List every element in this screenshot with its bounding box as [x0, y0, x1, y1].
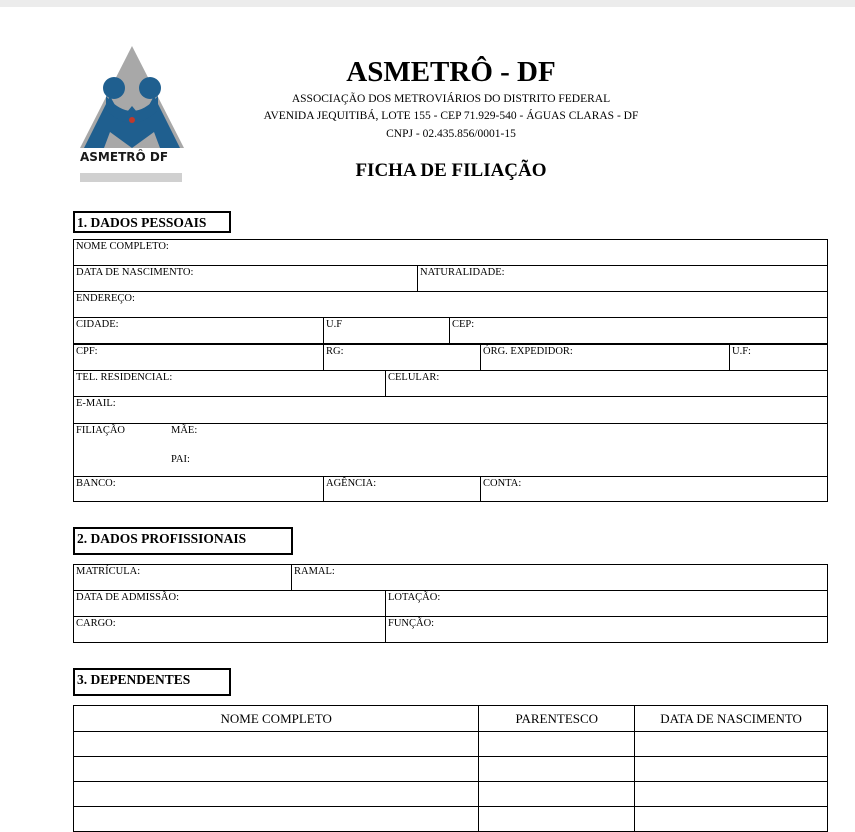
- field-banco[interactable]: BANCO:: [76, 478, 116, 489]
- field-orgao-expedidor[interactable]: ÓRG. EXPEDIDOR:: [480, 345, 730, 370]
- dependente-parentesco-cell[interactable]: [479, 757, 635, 782]
- dependente-nome-cell[interactable]: [74, 732, 479, 757]
- dependente-nome-cell[interactable]: [74, 807, 479, 832]
- field-uf-expedidor[interactable]: U.F:: [729, 345, 827, 370]
- field-conta[interactable]: CONTA:: [480, 477, 827, 501]
- field-cidade[interactable]: CIDADE:: [76, 319, 119, 330]
- section-heading-dados-profissionais: 2. DADOS PROFISSIONAIS: [73, 527, 293, 555]
- field-email[interactable]: E-MAIL:: [76, 398, 116, 409]
- dependente-nome-cell[interactable]: [74, 757, 479, 782]
- field-data-nascimento[interactable]: DATA DE NASCIMENTO:: [76, 267, 194, 278]
- logo-wordmark: ASMETRÔ DF: [80, 150, 169, 164]
- logo-underbar: [80, 173, 182, 182]
- row-nome-completo: [73, 239, 828, 266]
- field-tel-residencial[interactable]: TEL. RESIDENCIAL:: [76, 372, 173, 383]
- table-header-row: [74, 706, 828, 732]
- row-documentos: [73, 344, 828, 371]
- dependentes-table: [73, 705, 828, 832]
- field-agencia[interactable]: AGÊNCIA:: [323, 477, 481, 501]
- section-heading-dados-pessoais: 1. DADOS PESSOAIS: [73, 211, 231, 233]
- field-cargo[interactable]: CARGO:: [76, 618, 116, 629]
- asmetro-logo: [76, 44, 188, 186]
- org-full-name: ASSOCIAÇÃO DOS METROVIÁRIOS DO DISTRITO FEDERAL: [291, 93, 611, 105]
- field-pai[interactable]: PAI:: [171, 454, 190, 465]
- col-data-nascimento: DATA DE NASCIMENTO: [635, 706, 828, 732]
- col-parentesco: PARENTESCO: [479, 706, 635, 732]
- dependente-nascimento-cell[interactable]: [635, 782, 828, 807]
- field-mae[interactable]: MÃE:: [171, 425, 198, 436]
- field-data-admissao[interactable]: DATA DE ADMISSÃO:: [76, 592, 180, 603]
- field-uf[interactable]: U.F: [323, 318, 450, 343]
- field-cep[interactable]: CEP:: [449, 318, 827, 343]
- field-nome-completo[interactable]: NOME COMPLETO:: [76, 241, 169, 252]
- row-endereco: [73, 291, 828, 318]
- org-address: AVENIDA JEQUITIBÁ, LOTE 155 - CEP 71.929-540 - ÁGUAS CLARAS - DF: [263, 110, 639, 122]
- field-lotacao[interactable]: LOTAÇÃO:: [385, 591, 827, 616]
- table-row: [74, 782, 828, 807]
- field-endereco[interactable]: ENDEREÇO:: [76, 293, 135, 304]
- dependente-parentesco-cell[interactable]: [479, 732, 635, 757]
- row-email: [73, 396, 828, 424]
- row-filiacao: [73, 423, 828, 477]
- row-banco: [73, 476, 828, 502]
- dependente-parentesco-cell[interactable]: [479, 782, 635, 807]
- dependente-nascimento-cell[interactable]: [635, 732, 828, 757]
- table-row: [74, 732, 828, 757]
- field-ramal[interactable]: RAMAL:: [291, 565, 827, 590]
- section-heading-dependentes: 3. DEPENDENTES: [73, 668, 231, 696]
- row-nascimento: [73, 265, 828, 292]
- field-cpf[interactable]: CPF:: [76, 346, 98, 357]
- dependente-parentesco-cell[interactable]: [479, 807, 635, 832]
- field-matricula[interactable]: MATRÍCULA:: [76, 566, 141, 577]
- col-nome-completo: NOME COMPLETO: [74, 706, 479, 732]
- table-row: [74, 757, 828, 782]
- row-cidade: [73, 317, 828, 344]
- org-name: ASMETRÔ - DF: [346, 56, 556, 88]
- table-row: [74, 807, 828, 832]
- field-funcao[interactable]: FUNÇÃO:: [385, 617, 827, 642]
- dependente-nascimento-cell[interactable]: [635, 757, 828, 782]
- dependente-nascimento-cell[interactable]: [635, 807, 828, 832]
- field-celular[interactable]: CELULAR:: [385, 371, 827, 396]
- form-title: FICHA DE FILIAÇÃO: [355, 160, 547, 181]
- row-cargo: [73, 616, 828, 643]
- field-rg[interactable]: RG:: [323, 345, 481, 370]
- viewer-top-bar: [0, 0, 855, 7]
- row-telefones: [73, 370, 828, 397]
- dependente-nome-cell[interactable]: [74, 782, 479, 807]
- field-naturalidade[interactable]: NATURALIDADE:: [417, 266, 827, 291]
- row-matricula: [73, 564, 828, 591]
- row-admissao: [73, 590, 828, 617]
- label-filiacao: FILIAÇÃO: [76, 425, 125, 436]
- org-cnpj: CNPJ - 02.435.856/0001-15: [386, 128, 516, 140]
